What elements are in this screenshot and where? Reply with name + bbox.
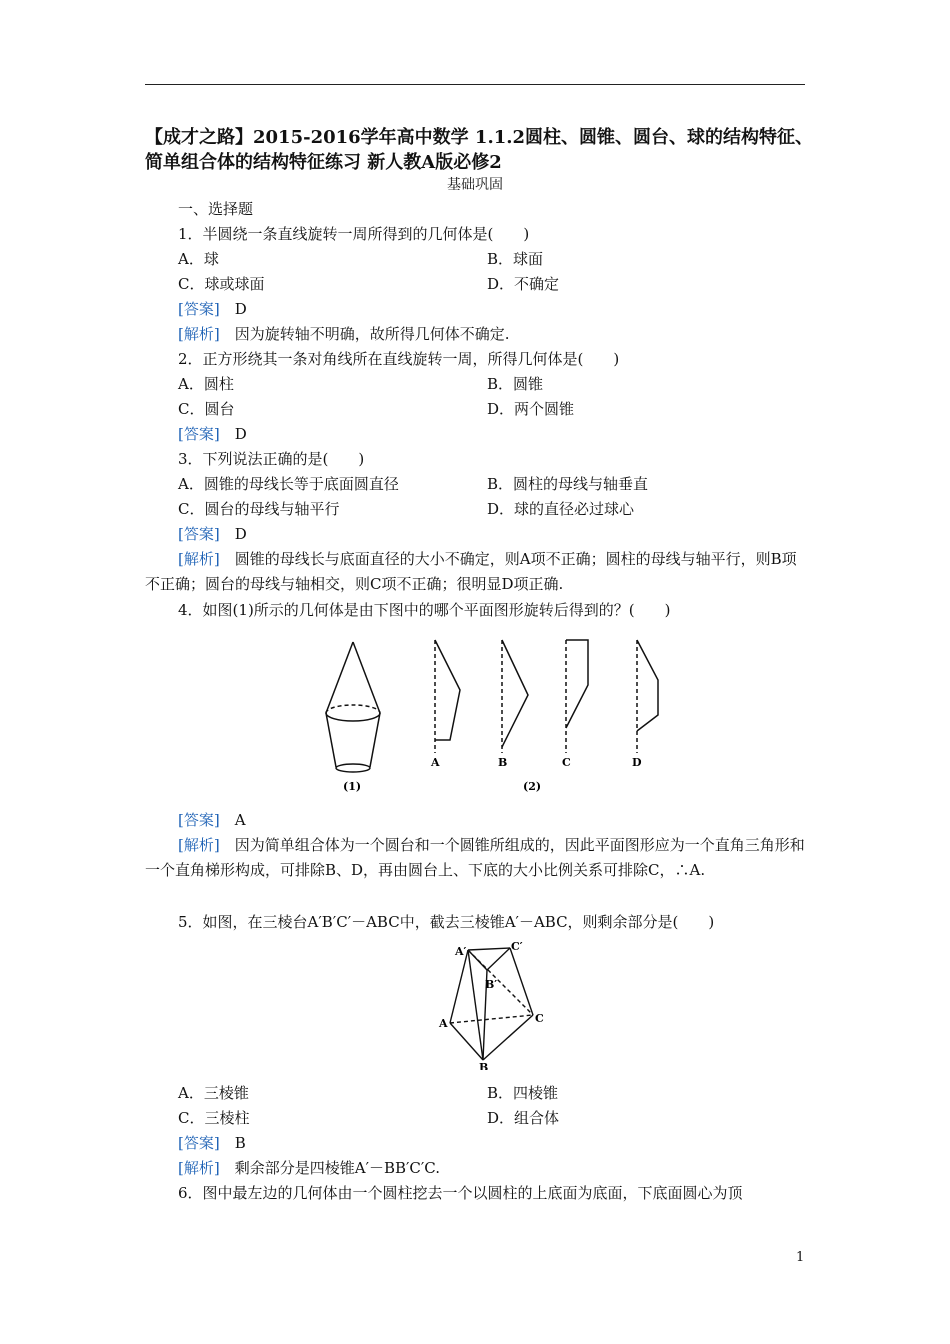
q4-answer <box>178 810 246 830</box>
section-subtitle: 基础巩固 <box>447 177 503 193</box>
q1-option-d: D．不确定 <box>487 275 560 293</box>
analysis-tag: [解析] <box>178 836 220 854</box>
q2-answer <box>178 424 247 444</box>
analysis-text: 因为旋转轴不明确，故所得几何体不确定. <box>234 325 510 343</box>
plane-figure-c <box>566 640 588 753</box>
analysis-text: 因为简单组合体为一个圆台和一个圆锥所组成的，因此平面图形应为一个直角三角形和一个直角梯形构成，可排除B、D，再由圆台上、下底的大小比例关系可排除C，∴A. <box>145 836 805 879</box>
q1-option-a: A．球 <box>178 250 219 268</box>
figure-caption-1: (1) <box>343 780 362 793</box>
vertex-label-c: C <box>535 1012 544 1025</box>
q5-answer <box>178 1133 246 1153</box>
q4-figure <box>310 635 680 800</box>
analysis-tag: [解析] <box>178 550 220 568</box>
figure-label-b: B <box>498 756 508 769</box>
q2-option-c: C．圆台 <box>178 400 235 418</box>
answer-tag: [答案] <box>178 525 220 543</box>
q3-answer <box>178 524 247 544</box>
analysis-text: 圆锥的母线长与底面直径的大小不确定，则A项不正确；圆柱的母线与轴平行，则B项不正确；圆台的母线与轴相交，则C项不正确；很明显D项正确. <box>145 550 797 593</box>
vertex-label-b: B <box>479 1061 489 1070</box>
plane-figure-b <box>502 640 528 753</box>
q1-option-b: B．球面 <box>487 250 544 268</box>
figure-label-a: A <box>431 756 440 769</box>
q5-option-b: B．四棱锥 <box>487 1084 559 1102</box>
answer-tag: [答案] <box>178 300 220 318</box>
figure-caption-2: (2) <box>523 780 542 793</box>
analysis-tag: [解析] <box>178 325 220 343</box>
answer-value: D <box>234 425 247 443</box>
q5-option-a: A．三棱锥 <box>178 1084 249 1102</box>
q5-analysis <box>178 1158 440 1178</box>
figure-label-d: D <box>632 756 642 769</box>
q2-option-b: B．圆锥 <box>487 375 544 393</box>
document-title: 【成才之路】2015-2016学年高中数学 1.1.2圆柱、圆锥、圆台、球的结构特征、简单组合体的结构特征练习 新人教A版必修2 <box>145 127 814 173</box>
q2-option-d: D．两个圆锥 <box>487 400 575 418</box>
vertex-label-a1: A′ <box>455 945 467 958</box>
q4-stem: 4．如图(1)所示的几何体是由下图中的哪个平面图形旋转后得到的？( ) <box>178 601 671 619</box>
q1-option-c: C．球或球面 <box>178 275 265 293</box>
q1-answer <box>178 299 247 319</box>
plane-figure-a <box>435 640 460 753</box>
q3-stem: 3．下列说法正确的是( ) <box>178 450 365 468</box>
section-heading: 一、选择题 <box>178 200 254 218</box>
header-rule <box>145 84 805 85</box>
plane-figure-d <box>637 640 658 753</box>
answer-value: D <box>234 525 247 543</box>
answer-value: B <box>234 1134 246 1152</box>
q3-option-d: D．球的直径必过球心 <box>487 500 635 518</box>
vertex-label-c1: C′ <box>511 940 523 953</box>
q1-analysis <box>178 324 510 344</box>
vertex-label-b1: B′ <box>485 978 498 991</box>
answer-value: D <box>234 300 247 318</box>
q5-stem: 5．如图，在三棱台A′B′C′－ABC中，截去三棱锥A′－ABC，则剩余部分是( ) <box>178 913 715 931</box>
vertex-label-a: A <box>439 1017 448 1030</box>
q3-option-b: B．圆柱的母线与轴垂直 <box>487 475 649 493</box>
q6-stem: 6．图中最左边的几何体由一个圆柱挖去一个以圆柱的上底面为底面，下底面圆心为顶 <box>178 1184 743 1202</box>
figure-label-c: C <box>562 756 571 769</box>
q3-option-c: C．圆台的母线与轴平行 <box>178 500 340 518</box>
q5-option-d: D．组合体 <box>487 1109 560 1127</box>
answer-value: A <box>234 811 246 829</box>
answer-tag: [答案] <box>178 811 220 829</box>
q5-frustum-figure <box>435 940 555 1070</box>
analysis-tag: [解析] <box>178 1159 220 1177</box>
q3-option-a: A．圆锥的母线长等于底面圆直径 <box>178 475 399 493</box>
q4-analysis <box>145 833 810 883</box>
analysis-text: 剩余部分是四棱锥A′－BB′C′C. <box>234 1159 441 1177</box>
q1-stem: 1．半圆绕一条直线旋转一周所得到的几何体是( ) <box>178 225 530 243</box>
cone-frustum-solid <box>326 642 380 772</box>
answer-tag: [答案] <box>178 425 220 443</box>
q2-stem: 2．正方形绕其一条对角线所在直线旋转一周，所得几何体是( ) <box>178 350 620 368</box>
page-number: 1 <box>796 1250 805 1265</box>
answer-tag: [答案] <box>178 1134 220 1152</box>
q5-option-c: C．三棱柱 <box>178 1109 250 1127</box>
q2-option-a: A．圆柱 <box>178 375 234 393</box>
q3-analysis <box>145 547 810 597</box>
